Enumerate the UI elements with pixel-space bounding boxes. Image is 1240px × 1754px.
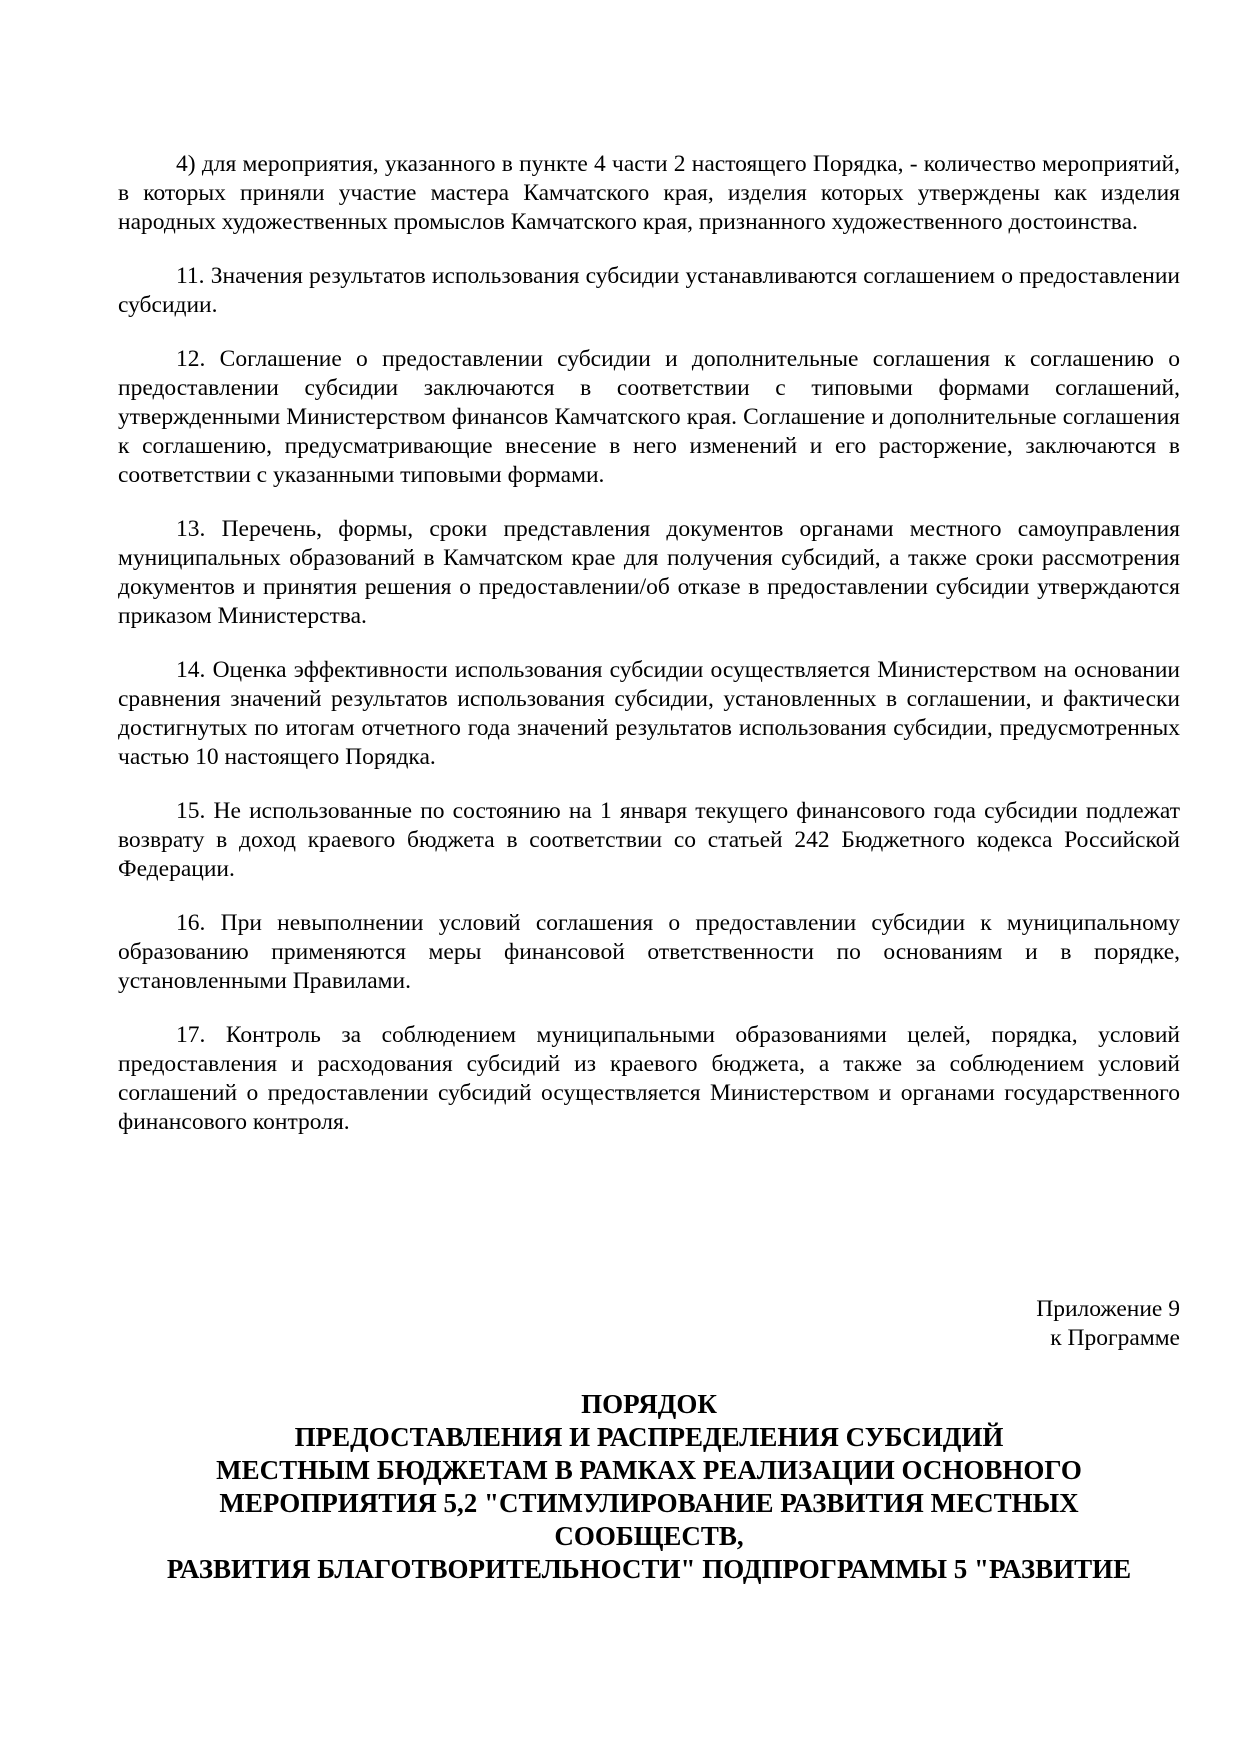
appendix-target: к Программе — [1050, 1325, 1180, 1351]
heading-line-6: РАЗВИТИЯ БЛАГОТВОРИТЕЛЬНОСТИ" ПОДПРОГРАММЫ 5 "РАЗВИТИЕ — [166, 1554, 1132, 1584]
paragraph-14: 14. Оценка эффективности использования субсидии осуществляется Министерством на основании сравнения значений результатов использования субсидии, установленных в соглашении, и фактически достигнутых по итогам отчетного года значений результатов использования субсидии, предусмотренных частью 10 настоящего Порядка. — [118, 657, 1180, 770]
heading-line-2: ПРЕДОСТАВЛЕНИЯ И РАСПРЕДЕЛЕНИЯ СУБСИДИЙ — [294, 1422, 1004, 1452]
paragraph-16: 16. При невыполнении условий соглашения о предоставлении субсидии к муниципальному образованию применяются меры финансовой ответственности по основаниям и в порядке, установленными Правилами. — [118, 910, 1180, 994]
paragraph-11: 11. Значения результатов использования субсидии устанавливаются соглашением о предоставлении субсидии. — [118, 263, 1180, 318]
paragraph-4: 4) для мероприятия, указанного в пункте 4 части 2 настоящего Порядка, - количество мероприятий, в которых приняли участие мастера Камчатского края, изделия которых утверждены как изделия народных художественных промыслов Камчатского края, признанного художественного достоинства. — [118, 151, 1180, 235]
heading-line-5: СООБЩЕСТВ, — [554, 1521, 744, 1551]
paragraph-12: 12. Соглашение о предоставлении субсидии и дополнительные соглашения к соглашению о предоставлении субсидии заключаются в соответствии с типовыми формами соглашений, утвержденными Министерством финансов Камчатского края. Соглашение и дополнительные соглашения к соглашению, предусматривающие внесение в него изменений и его расторжение, заключаются в соответствии с указанными типовыми формами. — [118, 346, 1180, 488]
paragraph-15: 15. Не использованные по состоянию на 1 января текущего финансового года субсидии подлежат возврату в доход краевого бюджета в соответствии со статьей 242 Бюджетного кодекса Российской Федерации. — [118, 798, 1180, 882]
appendix-number: Приложение 9 — [1036, 1296, 1180, 1322]
appendix-label — [1036, 1295, 1180, 1353]
paragraph-13: 13. Перечень, формы, сроки представления документов органами местного самоуправления муниципальных образований в Камчатском крае для получения субсидий, а также сроки рассмотрения документов и принятия решения о предоставлении/об отказе в предоставлении субсидии утверждаются приказом Министерства. — [118, 516, 1180, 629]
heading-line-4: МЕРОПРИЯТИЯ 5,2 "СТИМУЛИРОВАНИЕ РАЗВИТИЯ МЕСТНЫХ — [219, 1488, 1079, 1518]
paragraph-17: 17. Контроль за соблюдением муниципальными образованиями целей, порядка, условий предоставления и расходования субсидий из краевого бюджета, а также за соблюдением условий соглашений о предоставлении субсидий осуществляется Министерством и органами государственного финансового контроля. — [118, 1022, 1180, 1135]
heading-line-3: МЕСТНЫМ БЮДЖЕТАМ В РАМКАХ РЕАЛИЗАЦИИ ОСНОВНОГО — [216, 1455, 1082, 1485]
heading-line-1: ПОРЯДОК — [581, 1389, 717, 1419]
document-heading — [118, 1388, 1180, 1586]
document-body — [118, 150, 1180, 1162]
